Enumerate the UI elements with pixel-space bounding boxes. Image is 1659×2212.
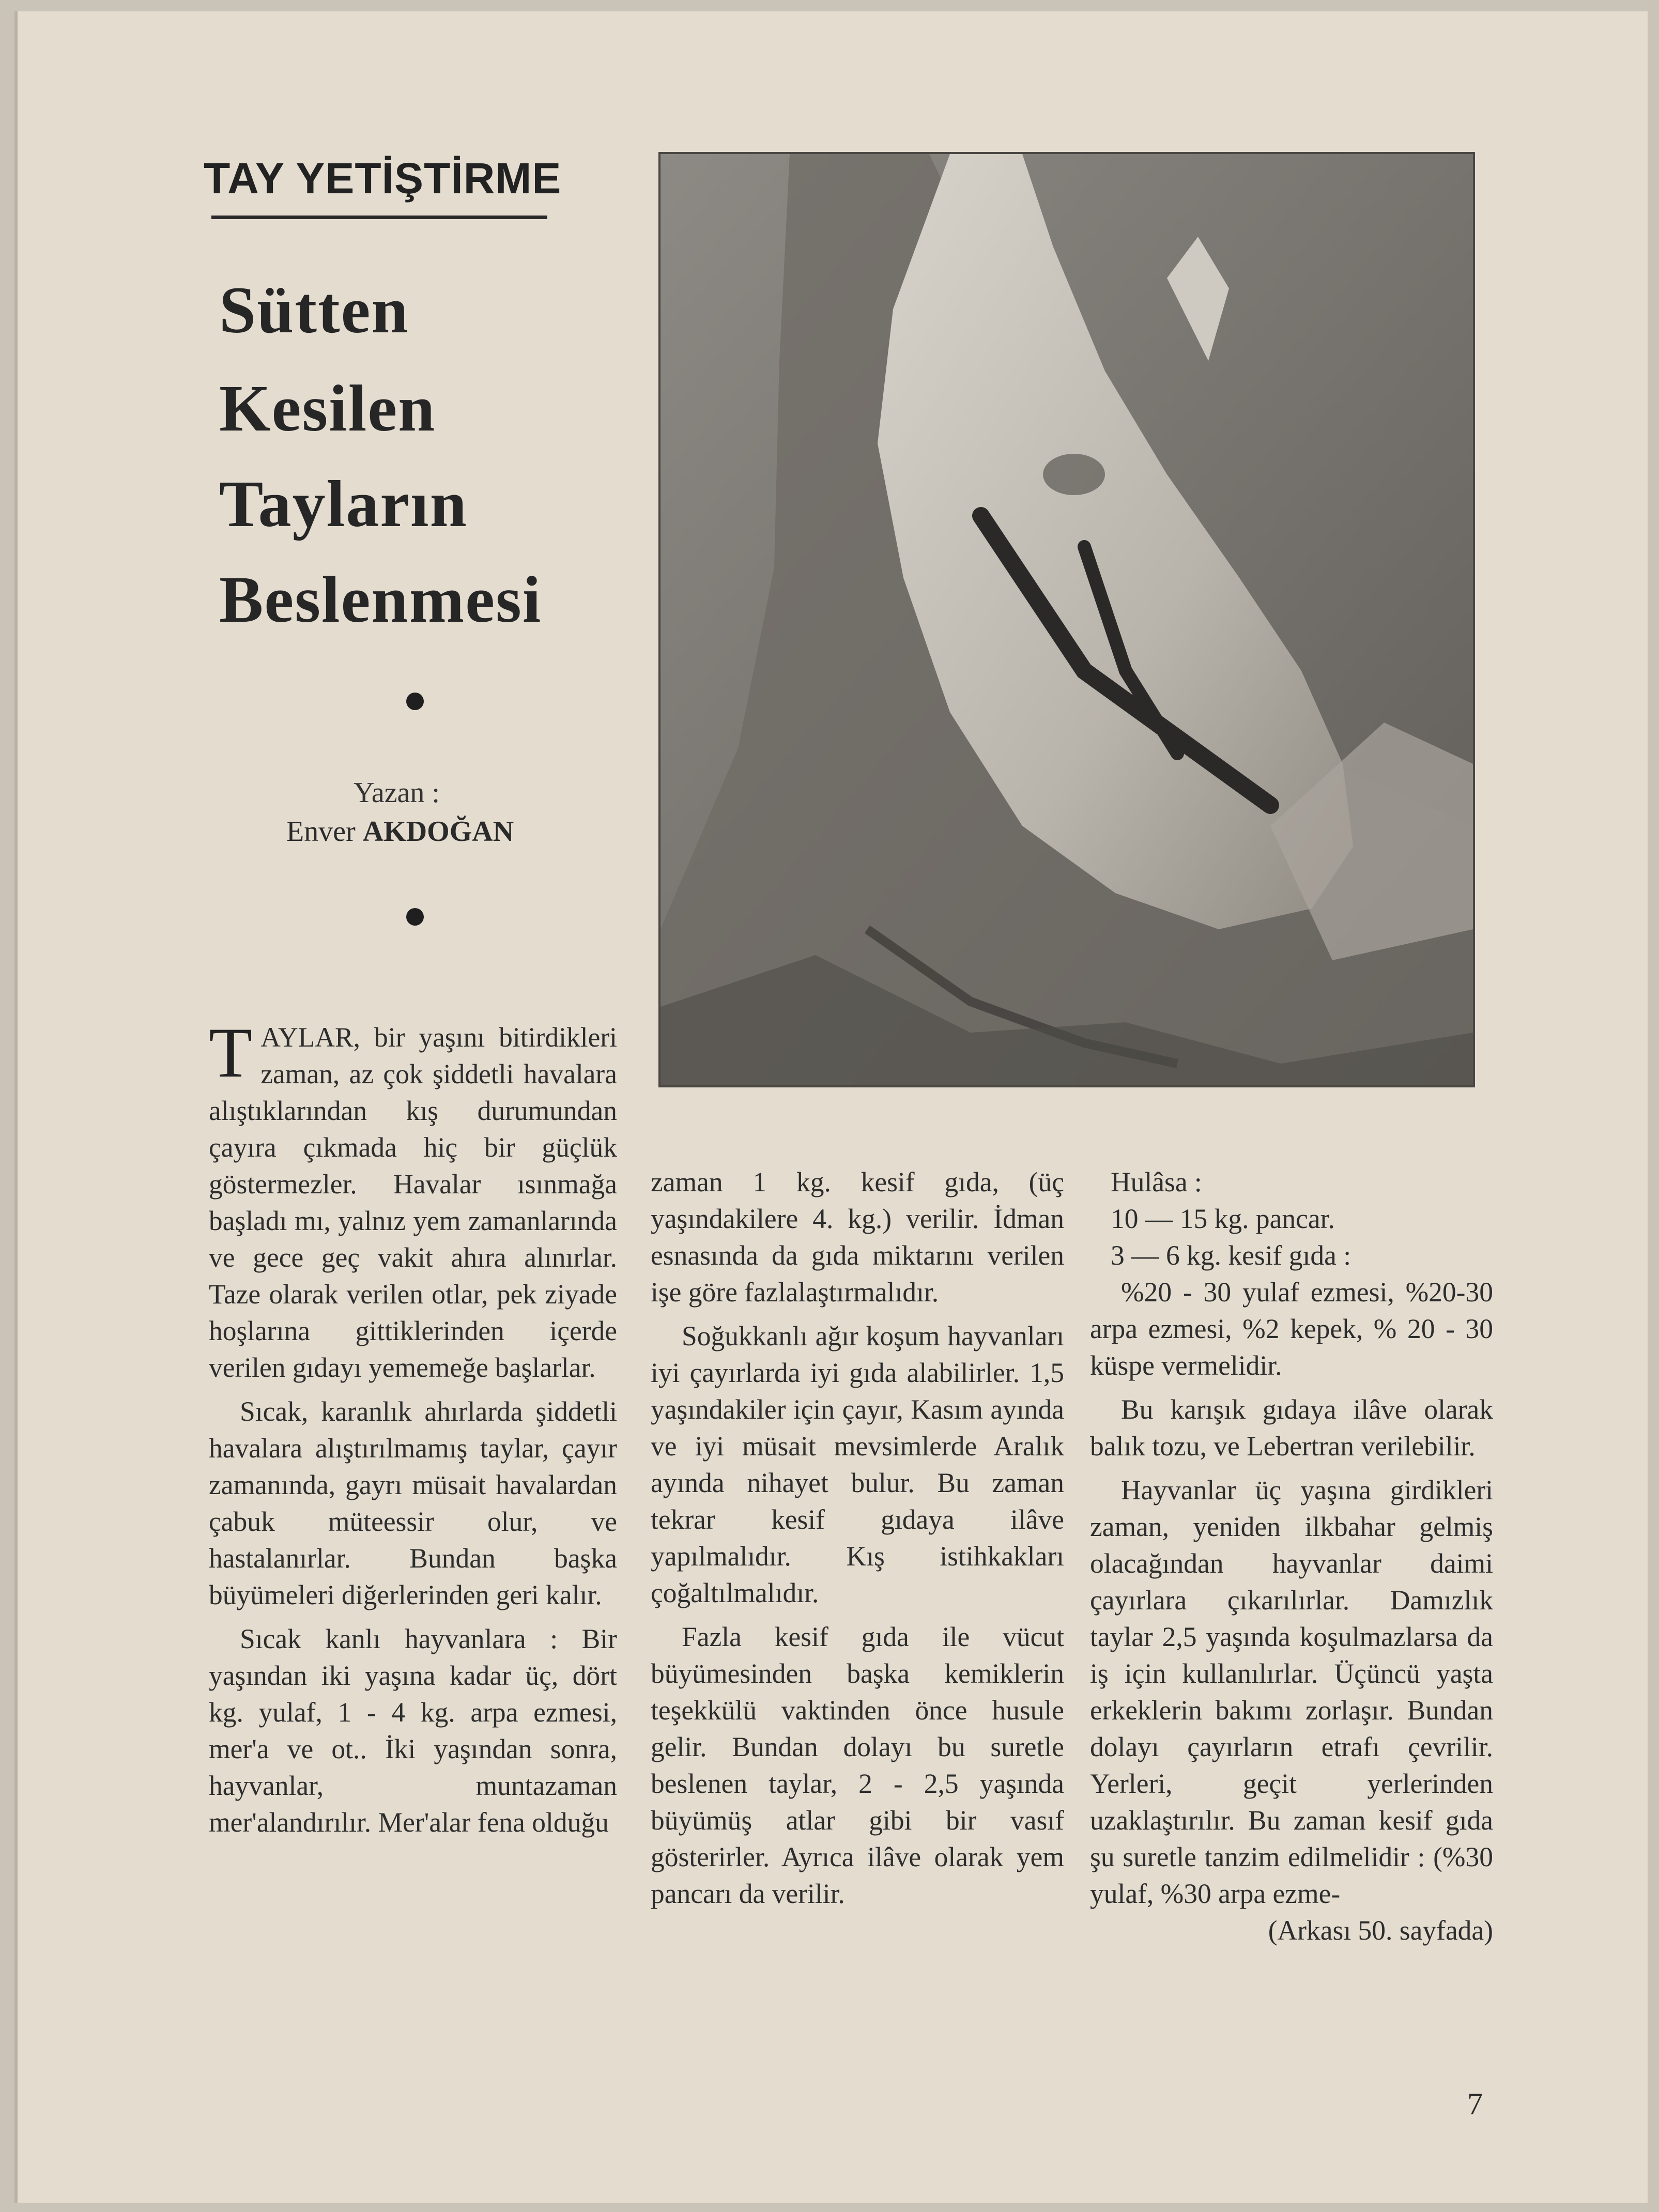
paragraph: Soğukkanlı ağır koşum hayvanları iyi çayırlarda iyi gıda alabilirler. 1,5 yaşındakiler için çayır, Kasım ayında ve iyi müsait mevsimlerde Aralık ayında nihayet bulur. Bu zaman tekrar kesif gıdaya ilâve yapılmalıdır. Kış istihkakları çoğaltılmalıdır.	[651, 1320, 1064, 1608]
magazine-page	[14, 11, 1648, 2203]
summary-line: 3 — 6 kg. kesif gıda :	[1111, 1240, 1351, 1271]
summary-block	[1090, 1164, 1493, 1384]
horse-photo	[658, 152, 1475, 1087]
paragraph-text: AYLAR, bir yaşını bitirdikleri zaman, az çok şiddetli havalara alıştıklarından kış durumundan çayıra çıkmada hiç bir güçlük göstermezler. Havalar ısınmağa başladı mı, yalnız yem zamanlarında ve gece geç vakit ahıra alınırlar. Taze olarak verilen otlar, pek ziyade hoşlarına gittiklerinden içerde verilen gıdayı yememeğe başlarlar.	[209, 1022, 617, 1383]
section-header-rule	[211, 216, 547, 219]
paragraph: zaman 1 kg. kesif gıda, (üç yaşındakilere 4. kg.) verilir. İdman esnasında da gıda miktarını verilen işe göre fazlalaştırmalıdır.	[651, 1166, 1064, 1308]
article-column-2	[651, 1164, 1064, 1919]
summary-line: %20 - 30 yulaf ezmesi, %20-30 arpa ezmesi, %2 kepek, % 20 - 30 küspe vermelidir.	[1090, 1277, 1493, 1381]
article-title-line-4: Beslenmesi	[219, 563, 542, 636]
summary-label: Hulâsa :	[1111, 1166, 1202, 1197]
paragraph-text: Hayvanlar üç yaşına girdikleri zaman, yeniden ilkbahar gelmiş olacağından hayvanlar daimi çayırlara çıkarılırlar. Damızlık taylar 2,5 yaşında koşulmazlarsa da iş için kullanılırlar. Üçüncü yaşta erkeklerin bakımı zorlaşır. Bundan dolayı çayırların etrafı çevrilir. Yerleri, geçit yerlerinden uzaklaştırılır. Bu zaman kesif gıda şu suretle tanzim edilmelidir : (%30 yulaf, %30 arpa ezme-	[1090, 1474, 1493, 1909]
byline-label: Yazan :	[354, 777, 440, 809]
byline-author	[286, 815, 514, 848]
horse-head-image	[660, 154, 1473, 1085]
section-header: TAY YETİŞTİRME	[204, 154, 562, 203]
page-number: 7	[1467, 2087, 1483, 2121]
article-title-line-2: Kesilen	[219, 372, 436, 445]
paragraph: Fazla kesif gıda ile vücut büyümesinden başka kemiklerin teşekkülü vaktinden önce husule gelir. Bundan dolayı bu suretle beslenen taylar, 2 - 2,5 yaşında büyümüş atlar gibi bir vasıf gösterirler. Ayrıca ilâve olarak yem pancarı da verilir.	[651, 1621, 1064, 1909]
paragraph: Sıcak, karanlık ahırlarda şiddetli havalara alıştırılmamış taylar, çayır zamanında, gayrı müsait havalardan çabuk müteessir olur, ve hastalanırlar. Bundan başka büyümeleri diğerlerinden geri kalır.	[209, 1396, 617, 1610]
author-last-name: AKDOĞAN	[362, 816, 514, 848]
paragraph	[1090, 1472, 1493, 1949]
separator-bullet	[406, 908, 424, 926]
article-title-line-3: Tayların	[219, 467, 468, 541]
continued-notice: (Arkası 50. sayfada)	[1268, 1915, 1493, 1946]
summary-line: 10 — 15 kg. pancar.	[1111, 1203, 1335, 1234]
article-column-1	[209, 1013, 617, 1848]
article-title-line-1: Sütten	[219, 273, 409, 347]
paragraph	[209, 1013, 617, 1386]
article-column-3	[1090, 1164, 1493, 1956]
paragraph: Bu karışık gıdaya ilâve olarak balık tozu, ve Lebertran verilebilir.	[1090, 1394, 1493, 1462]
drop-cap: T	[209, 1013, 253, 1092]
author-first-name: Enver	[286, 816, 356, 848]
paragraph: Sıcak kanlı hayvanlara : Bir yaşından iki yaşına kadar üç, dört kg. yulaf, 1 - 4 kg. arpa ezmesi, mer'a ve ot.. İki yaşından sonra, hayvanlar, muntazaman mer'alandırılır. Mer'alar fena olduğu	[209, 1623, 617, 1838]
separator-bullet	[406, 693, 424, 710]
